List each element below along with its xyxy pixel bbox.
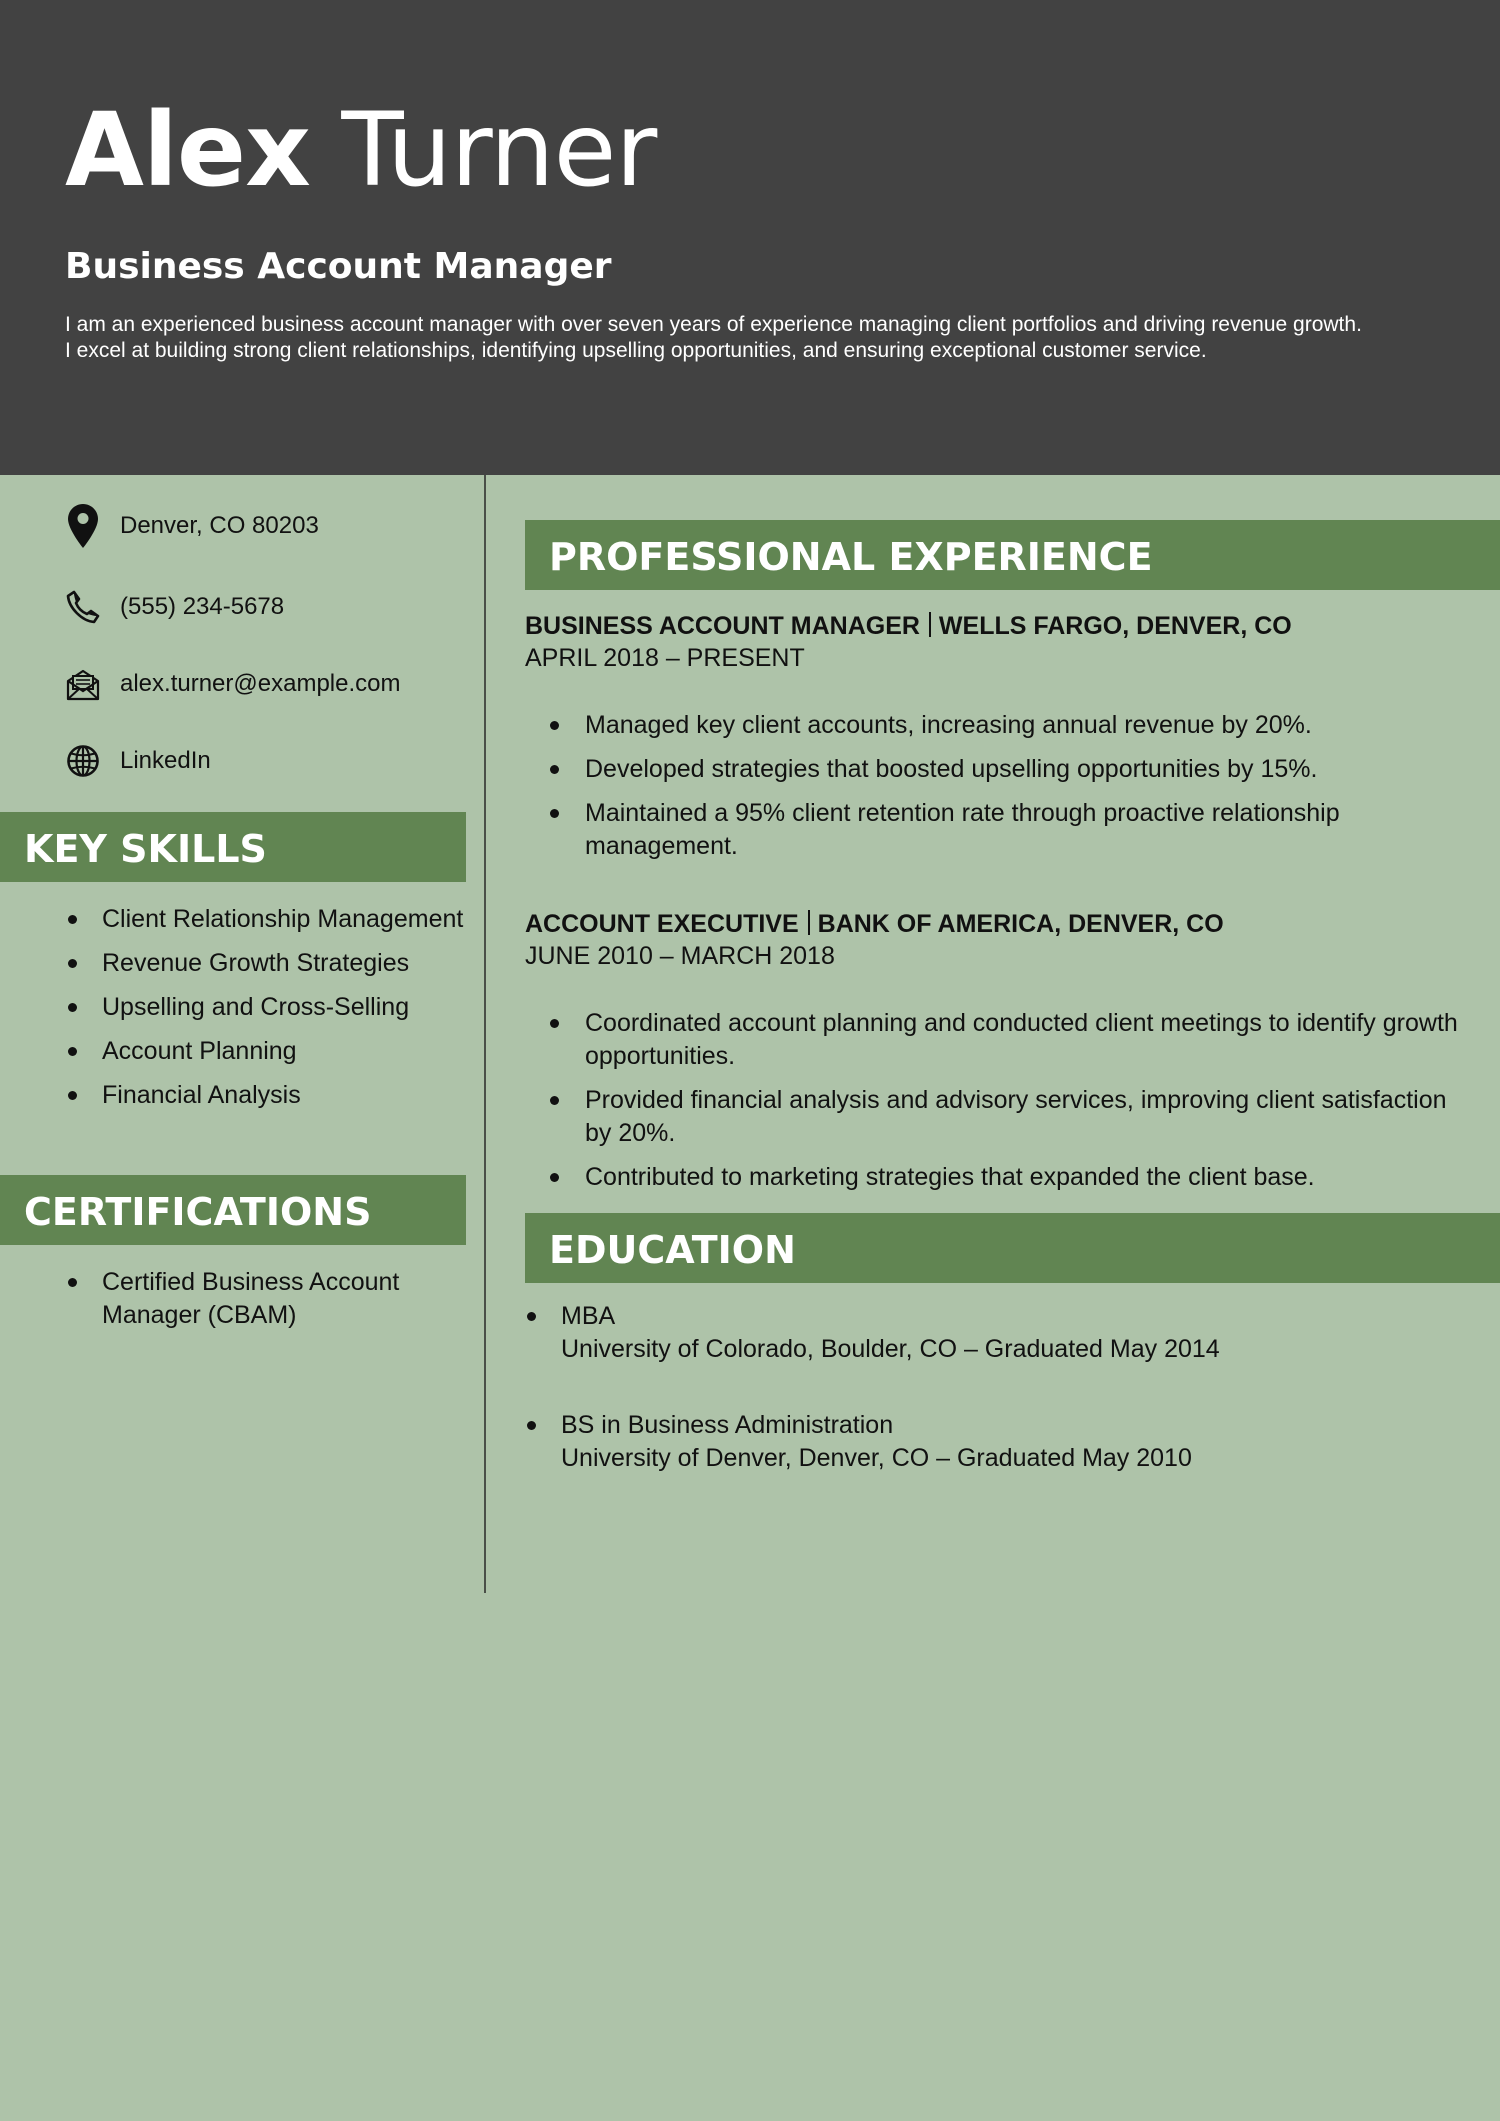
bullet-icon <box>527 1421 536 1430</box>
experience-heading-text: PROFESSIONAL EXPERIENCE <box>549 535 1153 579</box>
key-skills-heading-text: KEY SKILLS <box>24 827 267 871</box>
duty-item: Maintained a 95% client retention rate through proactive relationship management. <box>548 797 1468 863</box>
job-role-1 <box>525 612 1292 641</box>
skills-list <box>65 903 465 1123</box>
certifications-heading <box>0 1175 466 1245</box>
certifications-list <box>65 1266 465 1332</box>
skill-item: Upselling and Cross-Selling <box>65 991 465 1024</box>
job-company-1: WELLS FARGO, DENVER, CO <box>938 612 1292 640</box>
duty-item: Developed strategies that boosted upselling opportunities by 15%. <box>548 753 1468 786</box>
envelope-icon <box>65 659 101 709</box>
contact-location <box>65 501 319 551</box>
job-title-2: ACCOUNT EXECUTIVE <box>525 910 799 938</box>
school: University of Denver, Denver, CO – Graduated May 2010 <box>561 1444 1192 1472</box>
contact-linkedin <box>65 736 211 786</box>
summary <box>65 312 1465 364</box>
contact-phone <box>65 582 284 632</box>
duty-item: Managed key client accounts, increasing annual revenue by 20%. <box>548 709 1468 742</box>
summary-line: I excel at building strong client relationships, identifying upselling opportunities, and ensuring exceptional customer service. <box>65 339 1207 362</box>
skill-item: Revenue Growth Strategies <box>65 947 465 980</box>
role-separator <box>929 612 931 637</box>
job-title-1: BUSINESS ACCOUNT MANAGER <box>525 612 920 640</box>
bullet-icon <box>527 1312 536 1321</box>
last-name: Turner <box>341 91 657 210</box>
candidate-name <box>65 91 657 210</box>
duty-item: Contributed to marketing strategies that expanded the client base. <box>548 1161 1468 1194</box>
education-item-2 <box>525 1409 1465 1475</box>
first-name: Alex <box>65 91 310 210</box>
school: University of Colorado, Boulder, CO – Graduated May 2014 <box>561 1335 1220 1363</box>
job-title: Business Account Manager <box>65 246 612 287</box>
certifications-heading-text: CERTIFICATIONS <box>24 1190 372 1234</box>
education-heading-text: EDUCATION <box>549 1228 796 1272</box>
linkedin-link[interactable]: LinkedIn <box>120 747 211 774</box>
header-band <box>0 0 1500 475</box>
education-item-1 <box>525 1300 1465 1366</box>
globe-icon <box>65 736 101 786</box>
degree: BS in Business Administration <box>561 1411 894 1439</box>
experience-heading <box>525 520 1500 590</box>
email-text[interactable]: alex.turner@example.com <box>120 670 401 697</box>
skill-item: Financial Analysis <box>65 1079 465 1112</box>
job-dates-1: APRIL 2018 – PRESENT <box>525 644 805 672</box>
degree: MBA <box>561 1302 616 1330</box>
location-text: Denver, CO 80203 <box>120 512 319 539</box>
map-pin-icon <box>65 501 101 551</box>
column-divider <box>484 475 486 1593</box>
key-skills-heading <box>0 812 466 882</box>
education-heading <box>525 1213 1500 1283</box>
job-company-2: BANK OF AMERICA, DENVER, CO <box>817 910 1224 938</box>
phone-icon <box>65 582 101 632</box>
job-duties-2 <box>548 1007 1468 1205</box>
job-role-2 <box>525 910 1224 939</box>
phone-text[interactable]: (555) 234-5678 <box>120 593 285 620</box>
certification-item: Certified Business Account Manager (CBAM) <box>65 1266 465 1332</box>
duty-item: Coordinated account planning and conducted client meetings to identify growth opportunities. <box>548 1007 1468 1073</box>
job-duties-1 <box>548 709 1468 874</box>
skill-item: Client Relationship Management <box>65 903 465 936</box>
summary-line: I am an experienced business account manager with over seven years of experience managing client portfolios and driving revenue growth. <box>65 313 1362 336</box>
contact-email <box>65 659 400 709</box>
role-separator <box>808 910 810 935</box>
job-dates-2: JUNE 2010 – MARCH 2018 <box>525 942 835 970</box>
duty-item: Provided financial analysis and advisory services, improving client satisfaction by 20%. <box>548 1084 1468 1150</box>
skill-item: Account Planning <box>65 1035 465 1068</box>
